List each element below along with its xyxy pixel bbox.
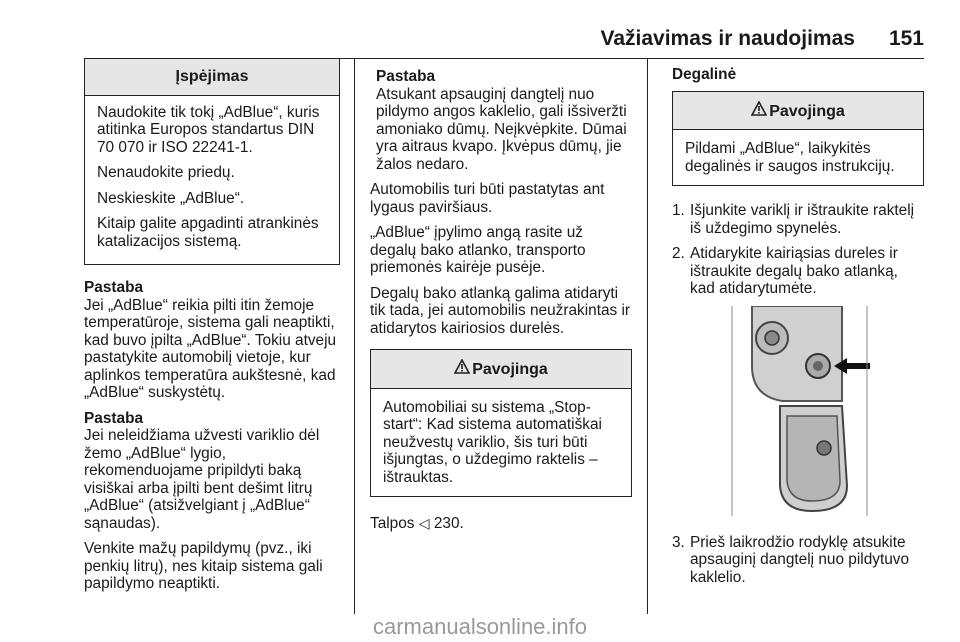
note-block — [84, 279, 340, 402]
danger-box-body — [673, 130, 923, 185]
note-block — [370, 68, 632, 173]
note-text: Jei neleidžiama užvesti variklio dėl žemo „AdBlue“ lygio, rekomenduojame pripildyti baką visiškai arba įpilti bent dešimt litrų „AdBlue“ (atsižvelgiant į „AdBlue“ sąnaudas). — [84, 427, 320, 532]
danger-text: Automobiliai su sistema „Stop-start“: Kad sistema automatiškai neužvestų variklio, šis turi būti išjungtas, o uždegimo raktelis – ištrauktas. — [383, 398, 602, 486]
list-item — [672, 534, 924, 587]
warning-triangle-icon — [751, 101, 767, 121]
watermark: carmanualsonline.info — [372, 614, 588, 639]
danger-box-title: Pavojinga — [769, 102, 845, 120]
steps-list — [672, 534, 924, 587]
reference-arrow-icon: ◁ — [418, 516, 430, 532]
reference-text: Talpos — [370, 515, 415, 532]
warning-paragraph: Neskieskite „AdBlue“. — [97, 189, 245, 207]
steps-list — [672, 202, 924, 298]
column-1 — [84, 58, 340, 601]
note-title: Pastaba — [376, 68, 436, 85]
warning-paragraph: Kitaip galite apgadinti atrankinės katalizacijos sistemą. — [97, 215, 319, 250]
section-heading: Degalinė — [672, 66, 737, 83]
column-2 — [370, 68, 632, 542]
note-block — [84, 410, 340, 533]
step-number: 2. — [672, 245, 685, 262]
danger-box — [672, 91, 924, 187]
warning-box-title: Įspėjimas — [85, 59, 339, 96]
note-text: Jei „AdBlue“ reikia pilti itin žemoje temperatūroje, sistema gali neaptikti, kad buvo įpilta „AdBlue“. Tokiu atveju pastatykite automobilį vietoje, kur aplinkos temperatūra aukštesnė, kad „AdBlue“ suskystėtų. — [84, 296, 337, 401]
note-text: Atsukant apsauginį dangtelį nuo pildymo angos kaklelio, gali išsiveržti amoniako dūmų. Neįkvėpkite. Dūmai yra aitraus kvapo. Įkvėpus dūmų, jie žalos nedaro. — [376, 85, 627, 173]
step-text: Išjunkite variklį ir ištraukite raktelį iš uždegimo spynelės. — [690, 202, 915, 237]
warning-box-body — [85, 96, 339, 265]
danger-box-title: Pavojinga — [472, 361, 548, 378]
danger-box-body — [371, 389, 631, 497]
body-paragraph: Automobilis turi būti pastatytas ant lygaus paviršiaus. — [370, 181, 605, 216]
reference-page[interactable]: 230. — [433, 515, 464, 532]
column-3 — [672, 66, 924, 594]
section-title: Važiavimas ir naudojimas — [600, 27, 855, 50]
warning-paragraph: Nenaudokite priedų. — [97, 164, 235, 181]
warning-paragraph: Naudokite tik tokį „AdBlue“, kuris atitinka Europos standartus DIN 70 070 ir ISO 22241-1. — [97, 103, 320, 156]
step-number: 3. — [672, 533, 685, 551]
page-number: 151 — [888, 27, 924, 50]
danger-box — [370, 349, 632, 497]
step-number: 1. — [672, 202, 685, 219]
danger-text: Pildami „AdBlue“, laikykitės degalinės ir saugos instrukcijų. — [685, 140, 895, 175]
fuel-flap-illustration — [692, 306, 902, 516]
note-title: Pastaba — [84, 409, 144, 427]
column-divider — [354, 58, 355, 614]
column-divider — [647, 58, 648, 614]
danger-box-header — [371, 350, 631, 389]
step-text: Atidarykite kairiąsias dureles ir ištraukite degalų bako atlanką, kad atidarytumėte. — [690, 245, 898, 297]
danger-box-header — [673, 92, 923, 131]
body-paragraph: „AdBlue“ įpylimo angą rasite už degalų bako atlanko, transporto priemonės kairėje pusėje. — [370, 224, 586, 276]
step-text: Prieš laikrodžio rodyklę atsukite apsauginį dangtelį nuo pildytuvo kaklelio. — [690, 533, 910, 586]
page-reference — [370, 515, 632, 534]
body-paragraph: Venkite mažų papildymų (pvz., iki penkių litrų), nes kitaip sistema gali papildymo neaptikti. — [84, 540, 323, 592]
note-title: Pastaba — [84, 279, 144, 296]
list-item — [672, 202, 924, 237]
body-paragraph: Degalų bako atlanką galima atidaryti tik tada, jei automobilis neužrakintas ir atidarytos kairiosios durelės. — [370, 284, 631, 337]
page-header — [84, 22, 924, 56]
list-item — [672, 245, 924, 298]
warning-box — [84, 58, 340, 265]
warning-triangle-icon — [454, 359, 470, 379]
